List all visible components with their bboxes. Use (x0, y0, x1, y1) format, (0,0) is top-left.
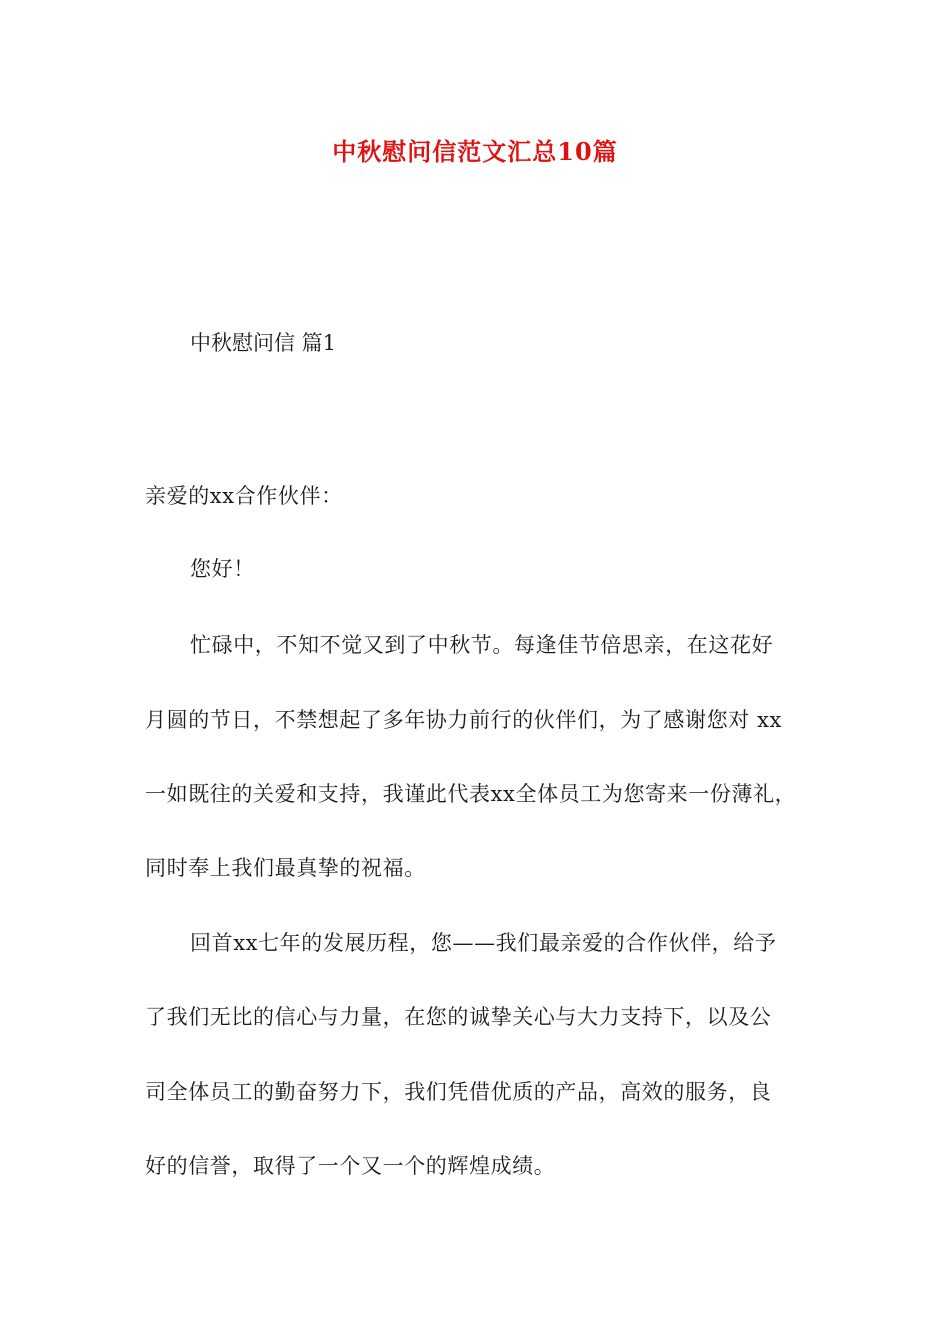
paragraph-line: 同时奉上我们最真挚的祝福。 (145, 856, 426, 880)
paragraph-line: 忙碌中，不知不觉又到了中秋节。每逢佳节倍思亲，在这花好 (190, 633, 774, 657)
paragraph-line: 司全体员工的勤奋努力下，我们凭借优质的产品，高效的服务，良 (145, 1080, 772, 1104)
paragraph-line: 月圆的节日，不禁想起了多年协力前行的伙伴们，为了感谢您对 xx (145, 708, 782, 732)
salutation: 亲爱的xx合作伙伴： (145, 484, 343, 508)
paragraph-line: 好的信誉，取得了一个又一个的辉煌成绩。 (145, 1154, 556, 1178)
paragraph-line: 回首xx七年的发展历程，您——我们最亲爱的合作伙伴，给予 (190, 931, 777, 955)
document-title: 中秋慰问信范文汇总10篇 (332, 137, 618, 166)
paragraph-line: 一如既往的关爱和支持，我谨此代表xx全体员工为您寄来一份薄礼， (145, 782, 797, 806)
greeting: 您好！ (190, 557, 255, 581)
paragraph-line: 了我们无比的信心与力量，在您的诚挚关心与大力支持下，以及公 (145, 1005, 772, 1029)
section-heading: 中秋慰问信 篇1 (190, 331, 337, 355)
